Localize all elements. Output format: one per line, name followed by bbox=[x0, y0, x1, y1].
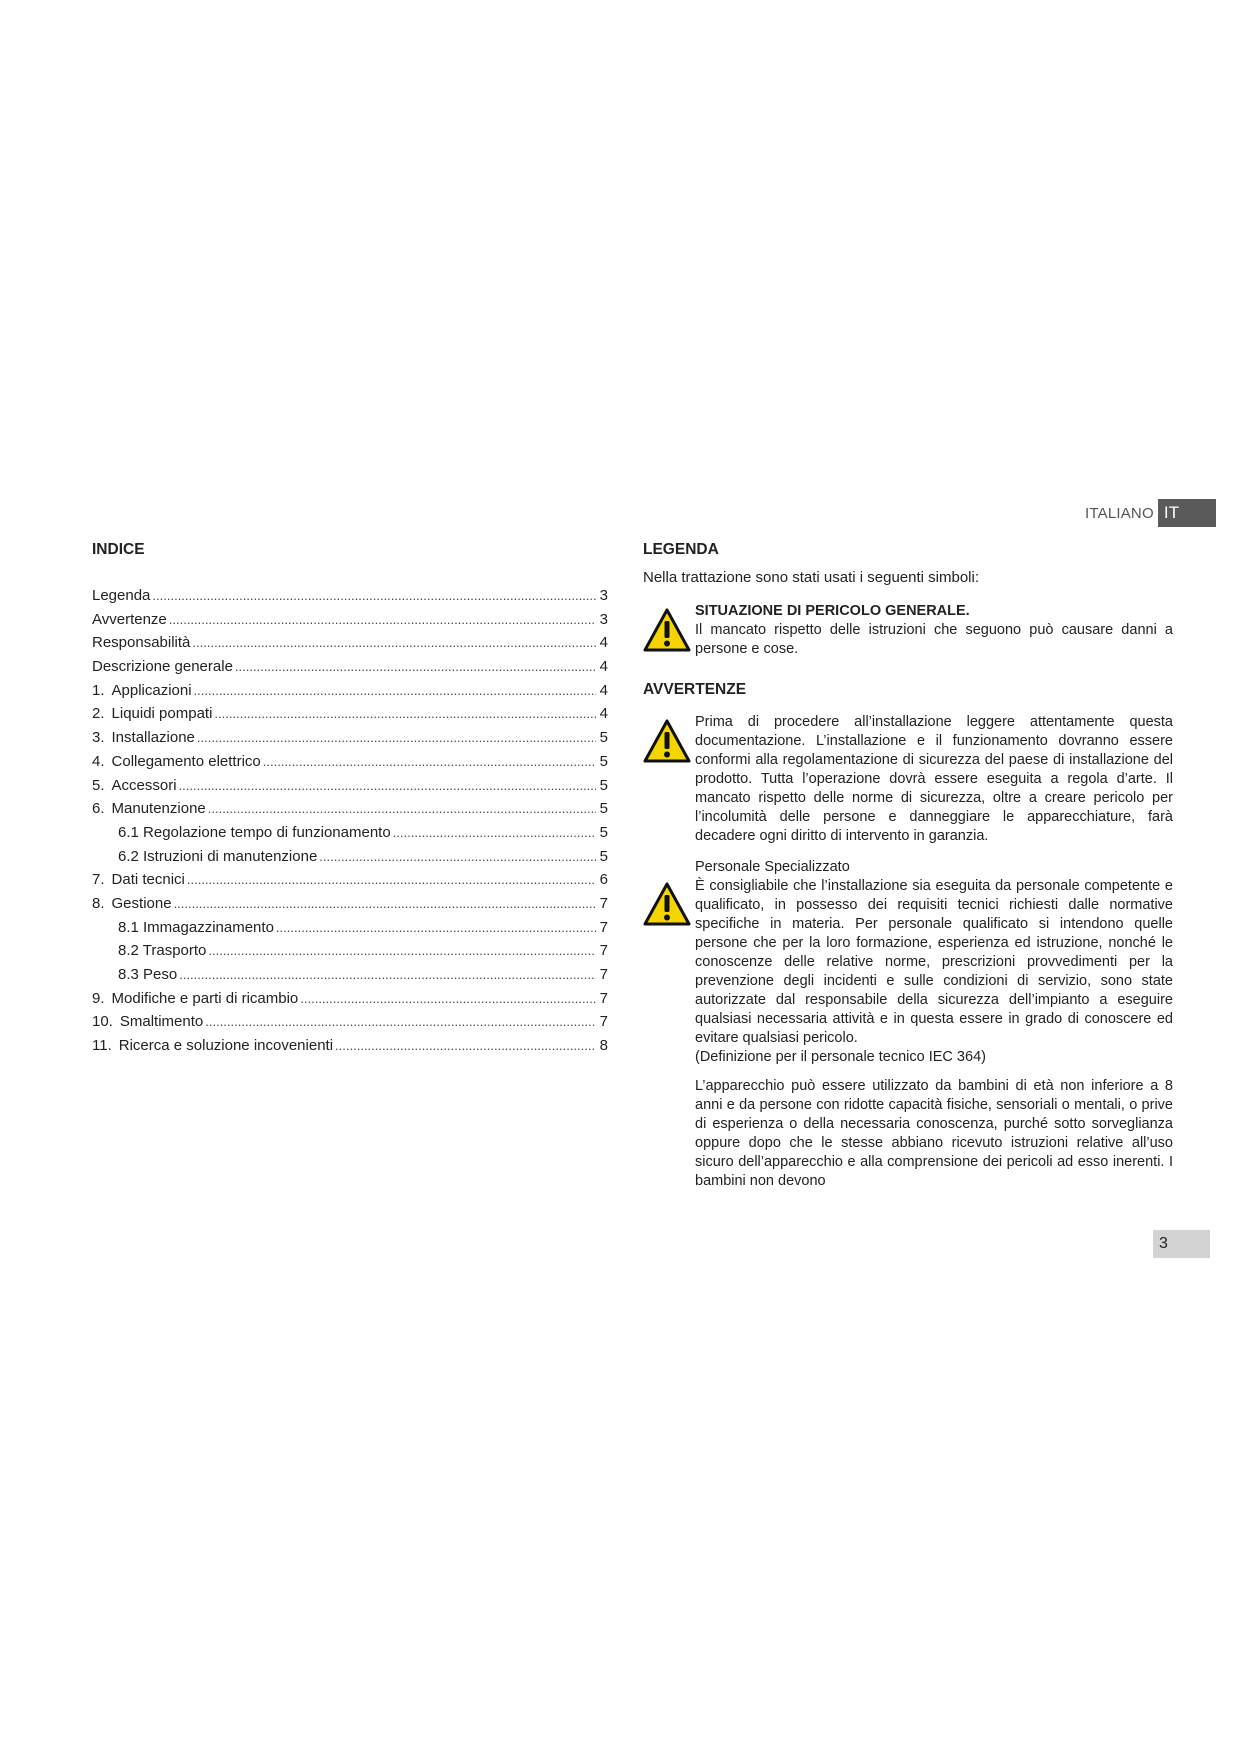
toc-entry-label: Manutenzione bbox=[111, 800, 206, 818]
toc-entry-number: 7. bbox=[92, 871, 105, 889]
toc-entry-label: 6.2 Istruzioni di manutenzione bbox=[118, 847, 318, 865]
toc-entry-page: 4 bbox=[599, 634, 608, 652]
toc-leader-dots bbox=[393, 825, 596, 840]
toc-entry-page: 5 bbox=[599, 823, 608, 841]
specialized-staff-definition: (Definizione per il personale tecnico IEC 364) bbox=[695, 1049, 986, 1065]
toc-entry bbox=[92, 990, 608, 1014]
toc-entry-page: 3 bbox=[599, 610, 608, 628]
legenda-title: LEGENDA bbox=[643, 541, 719, 558]
toc-entry bbox=[92, 1037, 608, 1061]
toc-entry bbox=[92, 587, 608, 611]
toc-entry-page: 4 bbox=[599, 705, 608, 723]
toc-entry bbox=[92, 895, 608, 919]
warning-triangle-icon bbox=[643, 858, 695, 926]
warning-triangle-icon bbox=[643, 602, 695, 652]
toc-entry-number: 9. bbox=[92, 989, 105, 1007]
toc-entry-label: Accessori bbox=[111, 776, 177, 794]
language-name: ITALIANO bbox=[1085, 504, 1154, 522]
toc-entry bbox=[92, 682, 608, 706]
toc-leader-dots bbox=[335, 1038, 596, 1053]
toc-entry-label: 6.1 Regolazione tempo di funzionamento bbox=[118, 823, 391, 841]
toc-entry-label: 8.2 Trasporto bbox=[118, 942, 207, 960]
toc-entry-number: 8. bbox=[92, 894, 105, 912]
toc-entry bbox=[92, 800, 608, 824]
toc-column bbox=[92, 541, 608, 1061]
toc-entry-number: 10. bbox=[92, 1013, 113, 1031]
toc-leader-dots bbox=[197, 730, 596, 745]
toc-entry-number: 11. bbox=[92, 1037, 112, 1055]
toc-entry-number: 1. bbox=[92, 681, 105, 699]
toc-entry-label: Installazione bbox=[111, 729, 195, 747]
toc-entry-label: Descrizione generale bbox=[92, 658, 233, 676]
toc-leader-dots bbox=[187, 872, 596, 887]
toc-entry-page: 6 bbox=[599, 871, 608, 889]
toc-entry bbox=[92, 658, 608, 682]
toc-entry bbox=[92, 942, 608, 966]
danger-text: Il mancato rispetto delle istruzioni che seguono può causare danni a persone e cose. bbox=[695, 622, 1173, 657]
toc-leader-dots bbox=[214, 706, 596, 721]
toc-entry-page: 7 bbox=[599, 1013, 608, 1031]
toc-entry-page: 7 bbox=[599, 894, 608, 912]
children-usage-text: L’apparecchio può essere utilizzato da bambini di età non inferiore a 8 anni e da persone con ridotte capacità fisiche, sensoriali o mentali, o prive di esperienza o della necessaria conoscenza, purché sotto sorveglianza oppure dopo che le stesse abbiano ricevuto istruzioni relative all’uso sicuro dell’apparecchio e alla comprensione dei pericoli ad esso inerenti. I bambini non devono bbox=[695, 1078, 1173, 1189]
toc-leader-dots bbox=[192, 635, 596, 650]
toc-entry-label: Avvertenze bbox=[92, 610, 167, 628]
toc-entry-label: Responsabilità bbox=[92, 634, 191, 652]
specialized-staff-heading: Personale Specializzato bbox=[695, 859, 850, 875]
toc-entry bbox=[92, 777, 608, 801]
toc-leader-dots bbox=[208, 943, 596, 958]
toc-leader-dots bbox=[152, 588, 596, 603]
toc-entry-label: Gestione bbox=[111, 894, 172, 912]
toc-entry-page: 5 bbox=[599, 752, 608, 770]
content-column bbox=[643, 541, 1173, 1191]
toc-entry bbox=[92, 634, 608, 658]
toc-entry-label: Applicazioni bbox=[111, 681, 192, 699]
language-tab bbox=[1085, 499, 1216, 527]
toc-entry-page: 5 bbox=[599, 729, 608, 747]
warning-block-2 bbox=[643, 858, 1173, 1191]
toc-entry-page: 8 bbox=[599, 1037, 608, 1055]
toc-entry-page: 7 bbox=[599, 989, 608, 1007]
toc-leader-dots bbox=[300, 991, 596, 1006]
toc-entry bbox=[92, 919, 608, 943]
toc-entry-page: 5 bbox=[599, 776, 608, 794]
toc-entry bbox=[92, 611, 608, 635]
toc-leader-dots bbox=[208, 801, 596, 816]
legenda-intro: Nella trattazione sono stati usati i seguenti simboli: bbox=[643, 569, 980, 586]
toc-entry bbox=[92, 705, 608, 729]
toc-entry bbox=[92, 871, 608, 895]
toc-entry-number: 4. bbox=[92, 752, 105, 770]
language-code-badge: IT bbox=[1158, 499, 1216, 527]
toc-entry-label: Dati tecnici bbox=[111, 871, 185, 889]
toc-leader-dots bbox=[319, 849, 596, 864]
toc-leader-dots bbox=[235, 659, 596, 674]
toc-entry bbox=[92, 1013, 608, 1037]
toc-entry-label: Legenda bbox=[92, 587, 151, 604]
toc-entry-page: 3 bbox=[599, 587, 608, 604]
specialized-staff-text: È consigliabile che l’installazione sia eseguita da personale competente e qualificato, in possesso dei requisiti tecnici richiesti dalle normative specifiche in materia. Per personale qualificato si intendono quelle persone che per la loro formazione, esperienza ed istruzione, nonché le conoscenze delle relative norme, prescrizioni provvedimenti per la prevenzione degli incidenti e sulle condizioni di servizio, sono state autorizzate dal responsabile della sicurezza dell’impianto a eseguire qualsiasi necessaria attività e in questa essere in grado di conoscere ed evitare qualsiasi pericolo. bbox=[695, 878, 1173, 1046]
toc-entry-number: 3. bbox=[92, 729, 105, 747]
toc-leader-dots bbox=[276, 920, 596, 935]
toc-title: INDICE bbox=[92, 541, 145, 558]
toc-leader-dots bbox=[169, 612, 596, 627]
toc-entry bbox=[92, 848, 608, 872]
toc-entry-page: 5 bbox=[599, 847, 608, 865]
toc-entry-label: Smaltimento bbox=[119, 1013, 204, 1031]
toc-entry-page: 7 bbox=[599, 966, 608, 983]
toc-entry-label: 8.3 Peso bbox=[118, 966, 178, 983]
toc-entry-label: Collegamento elettrico bbox=[111, 752, 261, 770]
toc-leader-dots bbox=[194, 683, 596, 698]
warning-triangle-icon bbox=[643, 713, 695, 763]
toc-leader-dots bbox=[174, 896, 596, 911]
toc-entry-number: 6. bbox=[92, 800, 105, 818]
danger-title: SITUAZIONE DI PERICOLO GENERALE. bbox=[695, 603, 970, 619]
toc-entry-label: Liquidi pompati bbox=[111, 705, 213, 723]
toc-entry bbox=[92, 824, 608, 848]
toc-entry-page: 7 bbox=[599, 918, 608, 936]
toc-entry-number: 2. bbox=[92, 705, 105, 723]
toc-entry-label: 8.1 Immagazzinamento bbox=[118, 918, 274, 936]
toc-entry-page: 5 bbox=[599, 800, 608, 818]
toc-entry-label: Modifiche e parti di ricambio bbox=[111, 989, 299, 1007]
toc-entry bbox=[92, 753, 608, 777]
toc-entry bbox=[92, 966, 608, 990]
warning-block-1 bbox=[643, 713, 1173, 846]
danger-block bbox=[643, 602, 1173, 659]
toc-leader-dots bbox=[179, 967, 596, 982]
toc-entry-page: 4 bbox=[599, 658, 608, 676]
toc-entry-page: 7 bbox=[599, 942, 608, 960]
toc-entry-number: 5. bbox=[92, 776, 105, 794]
toc-list bbox=[92, 587, 608, 1061]
page-number: 3 bbox=[1153, 1230, 1210, 1258]
toc-entry-label: Ricerca e soluzione incovenienti bbox=[118, 1037, 334, 1055]
toc-entry bbox=[92, 729, 608, 753]
toc-leader-dots bbox=[179, 778, 596, 793]
warning-text-1: Prima di procedere all’installazione leggere attentamente questa documentazione. L’installazione e il funzionamento dovranno essere conformi alla regolamentazione di sicurezza del paese di installazione del prodotto. Tutta l’operazione dovrà essere eseguita a regola d’arte. Il mancato rispetto delle norme di sicurezza, oltre a creare pericolo per l’incolumità delle persone e danneggiare le apparecchiature, farà decadere ogni diritto di intervento in garanzia. bbox=[695, 714, 1173, 844]
toc-entry-page: 4 bbox=[599, 681, 608, 699]
avvertenze-title: AVVERTENZE bbox=[643, 681, 747, 698]
toc-leader-dots bbox=[263, 754, 596, 769]
toc-leader-dots bbox=[205, 1014, 596, 1029]
